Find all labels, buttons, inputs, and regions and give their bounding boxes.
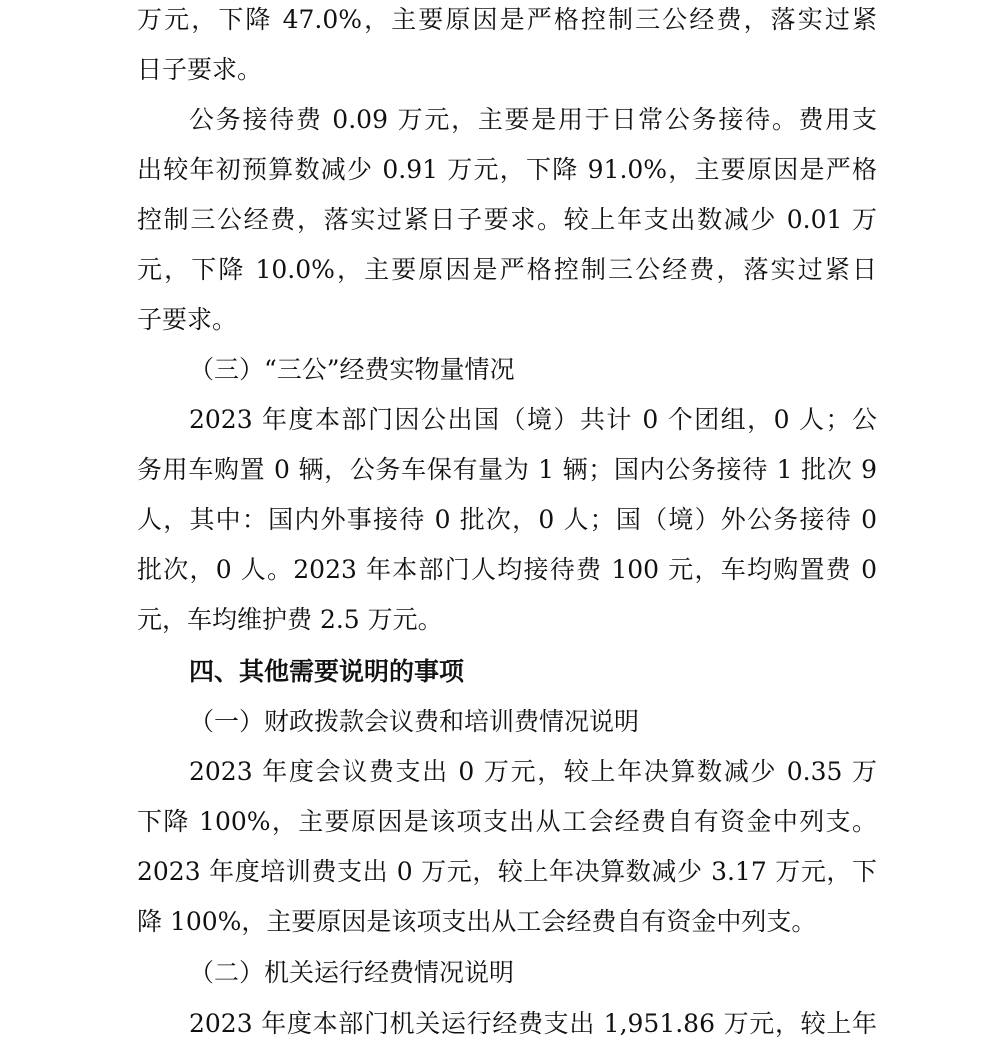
body-text-line: 2023 年度会议费支出 0 万元，较上年决算数减少 0.35 万 — [189, 757, 877, 786]
body-text-line: 出较年初预算数减少 0.91 万元，下降 91.0%，主要原因是严格 — [137, 155, 877, 184]
body-text-line: 元，下降 10.0%，主要原因是严格控制三公经费，落实过紧日 — [137, 255, 877, 284]
body-text-line: 下降 100%，主要原因是该项支出从工会经费自有资金中列支。 — [137, 807, 877, 836]
subsection-heading-two: （二）机关运行经费情况说明 — [189, 958, 515, 987]
body-text-line: 人，其中：国内外事接待 0 批次，0 人；国（境）外公务接待 0 — [137, 505, 877, 534]
body-text-line: 批次，0 人。2023 年本部门人均接待费 100 元，车均购置费 0 — [137, 555, 877, 584]
body-text-line: 降 100%，主要原因是该项支出从工会经费自有资金中列支。 — [137, 907, 817, 936]
body-text-line: 2023 年度培训费支出 0 万元，较上年决算数减少 3.17 万元，下 — [137, 857, 877, 886]
body-text-line: 日子要求。 — [137, 55, 263, 84]
subsection-heading-one: （一）财政拨款会议费和培训费情况说明 — [189, 707, 640, 736]
body-text-line: 控制三公经费，落实过紧日子要求。较上年支出数减少 0.01 万 — [137, 205, 877, 234]
body-text-line: 2023 年度本部门因公出国（境）共计 0 个团组，0 人；公 — [189, 405, 877, 434]
body-text-line: 子要求。 — [137, 305, 238, 334]
body-text-line: 万元，下降 47.0%，主要原因是严格控制三公经费，落实过紧 — [137, 5, 877, 34]
body-text-line: 元，车均维护费 2.5 万元。 — [137, 605, 443, 634]
section-heading-four: 四、其他需要说明的事项 — [189, 657, 465, 686]
body-text-line: 务用车购置 0 辆，公务车保有量为 1 辆；国内公务接待 1 批次 9 — [137, 455, 877, 484]
body-text-line: 2023 年度本部门机关运行经费支出 1,951.86 万元，较上年 — [189, 1009, 877, 1038]
body-text-line: 公务接待费 0.09 万元，主要是用于日常公务接待。费用支 — [189, 105, 877, 134]
subsection-heading-three: （三）“三公”经费实物量情况 — [189, 355, 515, 384]
